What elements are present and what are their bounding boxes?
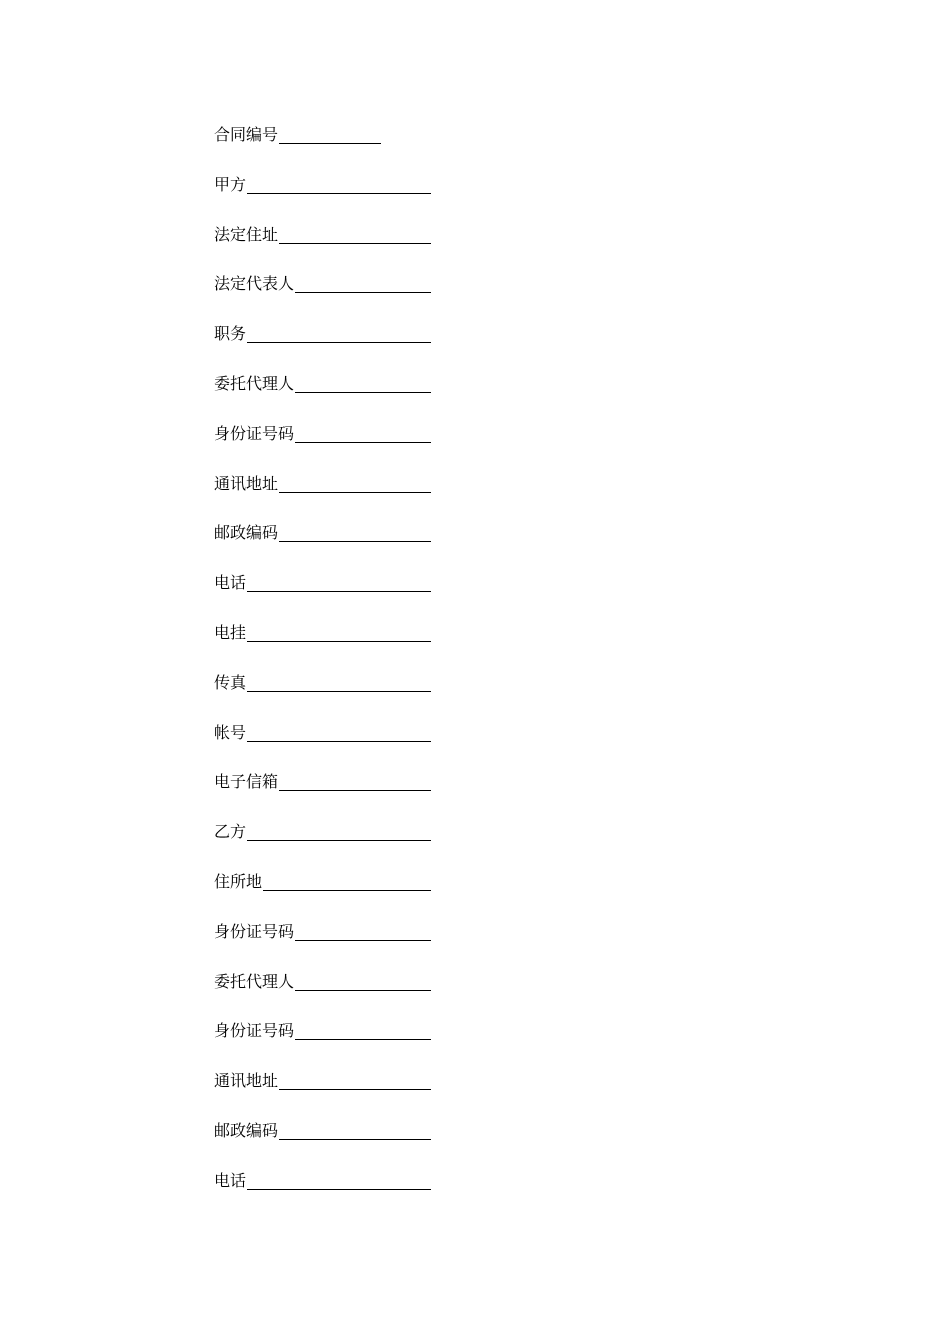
field-contract-number [214, 123, 431, 173]
fill-in-blank[interactable] [279, 1119, 431, 1140]
field-label: 甲方 [214, 174, 247, 194]
field-party-a [214, 173, 431, 223]
field-label: 法定住址 [214, 224, 279, 244]
field-label: 电话 [214, 1170, 247, 1190]
field-email [214, 770, 431, 820]
fill-in-blank[interactable] [247, 1169, 431, 1190]
field-label: 委托代理人 [214, 971, 295, 991]
fill-in-blank[interactable] [247, 322, 431, 343]
field-authorized-agent-b [214, 970, 431, 1020]
fill-in-blank[interactable] [295, 422, 431, 443]
field-label: 通讯地址 [214, 1071, 279, 1091]
field-label: 邮政编码 [214, 523, 279, 543]
field-party-b [214, 820, 431, 870]
contract-party-form [214, 123, 431, 1219]
field-mailing-address-b [214, 1069, 431, 1119]
fill-in-blank[interactable] [247, 721, 431, 742]
field-legal-representative [214, 272, 431, 322]
field-label: 住所地 [214, 871, 263, 891]
fill-in-blank[interactable] [247, 621, 431, 642]
fill-in-blank[interactable] [247, 571, 431, 592]
fill-in-blank[interactable] [295, 920, 431, 941]
fill-in-blank[interactable] [279, 521, 431, 542]
field-fax [214, 671, 431, 721]
fill-in-blank[interactable] [263, 870, 431, 891]
fill-in-blank[interactable] [247, 820, 431, 841]
fill-in-blank[interactable] [279, 123, 381, 144]
fill-in-blank[interactable] [295, 272, 431, 293]
fill-in-blank[interactable] [295, 1019, 431, 1040]
field-postal-code-b [214, 1119, 431, 1169]
field-telegram [214, 621, 431, 671]
fill-in-blank[interactable] [247, 173, 431, 194]
fill-in-blank[interactable] [279, 472, 431, 493]
field-label: 身份证号码 [214, 921, 295, 941]
field-label: 身份证号码 [214, 423, 295, 443]
field-id-number-b [214, 920, 431, 970]
field-legal-address [214, 223, 431, 273]
fill-in-blank[interactable] [295, 970, 431, 991]
fill-in-blank[interactable] [247, 671, 431, 692]
field-label: 法定代表人 [214, 274, 295, 294]
field-label: 委托代理人 [214, 373, 295, 393]
field-label: 传真 [214, 672, 247, 692]
field-label: 帐号 [214, 722, 247, 742]
field-agent-id-number-b [214, 1019, 431, 1069]
fill-in-blank[interactable] [279, 223, 431, 244]
field-position [214, 322, 431, 372]
field-account [214, 721, 431, 771]
field-label: 通讯地址 [214, 473, 279, 493]
fill-in-blank[interactable] [279, 770, 431, 791]
fill-in-blank[interactable] [295, 372, 431, 393]
field-label: 电话 [214, 573, 247, 593]
field-label: 乙方 [214, 822, 247, 842]
field-telephone-b [214, 1169, 431, 1219]
field-mailing-address-a [214, 472, 431, 522]
field-label: 职务 [214, 324, 247, 344]
field-id-number-a [214, 422, 431, 472]
field-label: 身份证号码 [214, 1021, 295, 1041]
field-postal-code-a [214, 521, 431, 571]
field-label: 邮政编码 [214, 1120, 279, 1140]
field-label: 电挂 [214, 622, 247, 642]
field-label: 电子信箱 [214, 772, 279, 792]
fill-in-blank[interactable] [279, 1069, 431, 1090]
field-residence [214, 870, 431, 920]
field-telephone-a [214, 571, 431, 621]
field-label: 合同编号 [214, 125, 279, 144]
field-authorized-agent-a [214, 372, 431, 422]
